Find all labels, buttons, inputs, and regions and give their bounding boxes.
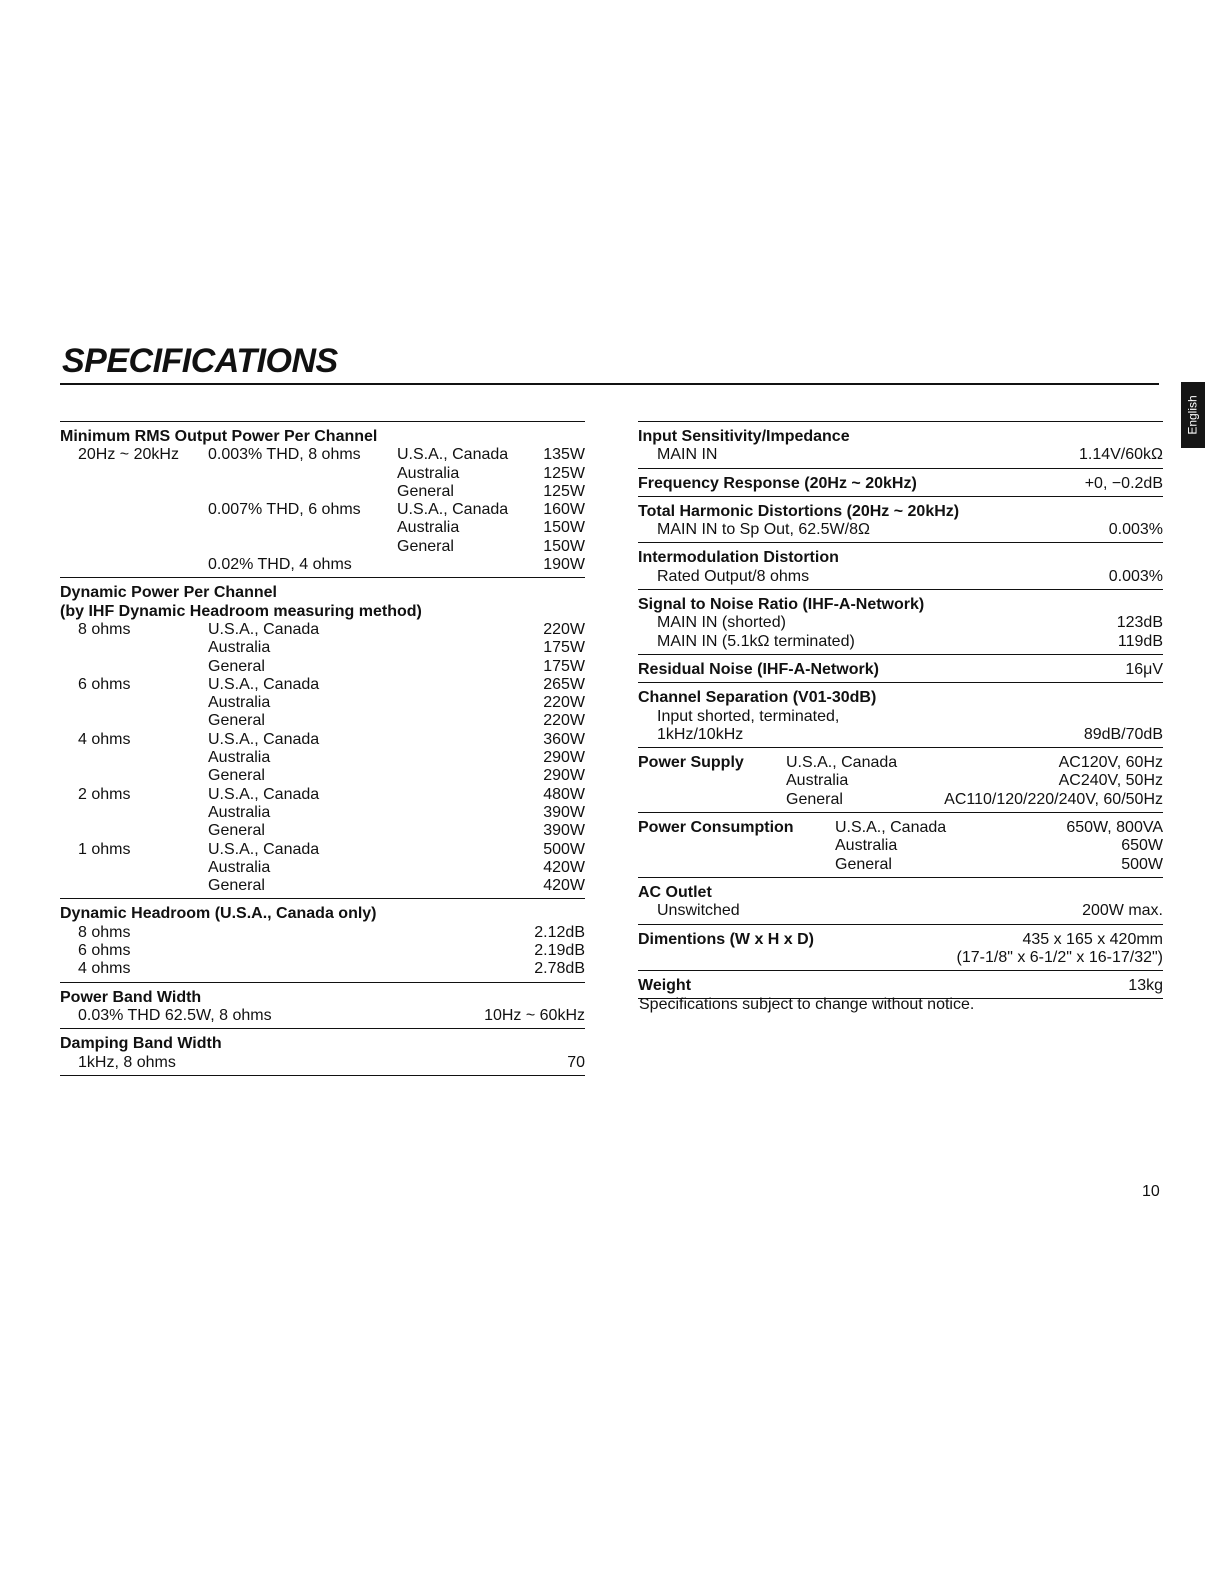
- language-tab: [1181, 382, 1205, 448]
- spec-value: 290W: [543, 767, 585, 785]
- spec-value: 390W: [543, 822, 585, 840]
- spec-value: 1.14V/60kΩ: [1078, 446, 1163, 464]
- spec-value: 220W: [543, 712, 585, 730]
- spec-value: 290W: [543, 749, 585, 767]
- spec-value: 135W: [543, 446, 585, 464]
- spec-value: (17-1/8" x 6-1/2" x 16-17/32"): [956, 948, 1163, 966]
- page-number: 10: [1142, 1183, 1160, 1200]
- spec-label: 1kHz, 8 ohms: [78, 1053, 176, 1071]
- spec-value: 480W: [543, 785, 585, 803]
- spec-value: 2.19dB: [534, 942, 585, 960]
- spec-value: AC240V, 50Hz: [1058, 772, 1163, 790]
- right-spec-column: [638, 421, 1163, 999]
- section-title: Power Supply: [638, 754, 744, 772]
- spec-value: 220W: [543, 620, 585, 638]
- spec-region: General: [208, 657, 265, 675]
- min-rms-section: [60, 421, 585, 577]
- spec-value: 175W: [543, 639, 585, 657]
- spec-region: Australia: [208, 639, 271, 657]
- spec-region: Australia: [397, 464, 460, 482]
- ac-outlet-section: [638, 877, 1163, 924]
- spec-value: 360W: [543, 730, 585, 748]
- spec-value: 2.78dB: [534, 960, 585, 978]
- spec-region: Australia: [397, 519, 460, 537]
- section-title: Dimentions (W x H x D): [638, 930, 815, 948]
- spec-value: 2.12dB: [534, 923, 585, 941]
- frequency-response-section: [638, 468, 1163, 496]
- spec-value: 190W: [543, 556, 585, 574]
- spec-load: 2 ohms: [78, 785, 131, 803]
- section-title: Input Sensitivity/Impedance: [638, 428, 850, 445]
- section-title: Channel Separation (V01-30dB): [638, 689, 877, 707]
- spec-region: U.S.A., Canada: [208, 620, 320, 638]
- spec-label: 1kHz/10kHz: [657, 725, 744, 743]
- power-consumption-section: [638, 812, 1163, 877]
- page-title: SPECIFICATIONS: [62, 342, 338, 380]
- dimensions-section: [638, 924, 1163, 971]
- spec-value: 150W: [543, 537, 585, 555]
- spec-label: MAIN IN (5.1kΩ terminated): [657, 632, 855, 650]
- spec-value: 390W: [543, 803, 585, 821]
- section-title: Residual Noise (IHF-A-Network): [638, 660, 879, 678]
- section-title: Dynamic Power Per Channel: [60, 584, 277, 602]
- spec-region: Australia: [786, 772, 849, 790]
- spec-value: 125W: [543, 482, 585, 500]
- spec-region: U.S.A., Canada: [397, 446, 509, 464]
- section-title: Signal to Noise Ratio (IHF-A-Network): [638, 596, 925, 614]
- section-title: Power Consumption: [638, 819, 794, 837]
- spec-region: U.S.A., Canada: [208, 785, 320, 803]
- spec-value: +0, −0.2dB: [1084, 474, 1163, 492]
- spec-label: MAIN IN to Sp Out, 62.5W/8Ω: [657, 521, 870, 539]
- spec-value: 119dB: [1117, 632, 1163, 650]
- spec-region: General: [397, 537, 454, 555]
- spec-value: 125W: [543, 464, 585, 482]
- spec-value: 500W: [1121, 855, 1163, 873]
- spec-value: 0.003%: [1108, 567, 1163, 585]
- section-title: Minimum RMS Output Power Per Channel: [60, 428, 378, 445]
- power-band-section: [60, 982, 585, 1029]
- spec-value: 420W: [543, 877, 585, 895]
- spec-value: AC120V, 60Hz: [1058, 754, 1163, 772]
- spec-region: General: [208, 767, 265, 785]
- thd-section: [638, 496, 1163, 543]
- spec-value: 10Hz ~ 60kHz: [484, 1006, 585, 1024]
- spec-region: General: [208, 877, 265, 895]
- spec-label: 0.007% THD, 6 ohms: [208, 501, 361, 519]
- spec-label: 0.02% THD, 4 ohms: [208, 556, 352, 574]
- spec-value: 123dB: [1116, 614, 1163, 632]
- spec-value: 420W: [543, 858, 585, 876]
- spec-value: 175W: [543, 657, 585, 675]
- spec-region: Australia: [835, 837, 898, 855]
- section-title: Frequency Response (20Hz ~ 20kHz): [638, 474, 917, 492]
- section-title: AC Outlet: [638, 883, 712, 901]
- dynamic-headroom-section: [60, 898, 585, 981]
- residual-noise-section: [638, 654, 1163, 682]
- section-title: Damping Band Width: [60, 1035, 222, 1053]
- spec-region: U.S.A., Canada: [208, 675, 320, 693]
- channel-separation-section: [638, 682, 1163, 747]
- spec-value: 0.003%: [1108, 521, 1163, 539]
- section-title: Weight: [638, 977, 692, 995]
- spec-region: General: [786, 790, 843, 808]
- section-title: Power Band Width: [60, 988, 202, 1006]
- spec-load: 4 ohms: [78, 960, 131, 978]
- spec-value: 150W: [543, 519, 585, 537]
- spec-region: Australia: [208, 858, 271, 876]
- spec-region: General: [835, 855, 892, 873]
- snr-section: [638, 589, 1163, 654]
- spec-region: Australia: [208, 803, 271, 821]
- input-sensitivity-section: [638, 421, 1163, 468]
- spec-value: 435 x 165 x 420mm: [1022, 930, 1163, 948]
- spec-value: 16μV: [1125, 660, 1163, 678]
- spec-label: 20Hz ~ 20kHz: [78, 446, 179, 464]
- left-spec-column: [60, 421, 585, 1076]
- spec-label: MAIN IN (shorted): [657, 614, 786, 632]
- change-notice: Specifications subject to change without notice.: [639, 996, 975, 1013]
- title-rule: [60, 383, 1159, 385]
- spec-region: Australia: [208, 749, 271, 767]
- spec-value: 500W: [543, 840, 585, 858]
- spec-label: Unswitched: [657, 902, 740, 920]
- spec-region: General: [397, 482, 454, 500]
- spec-value: 200W max.: [1082, 902, 1163, 920]
- spec-region: U.S.A., Canada: [208, 730, 320, 748]
- spec-label: 0.003% THD, 8 ohms: [208, 446, 361, 464]
- spec-region: U.S.A., Canada: [835, 819, 947, 837]
- spec-value: 160W: [543, 501, 585, 519]
- spec-value: 650W, 800VA: [1066, 819, 1163, 837]
- imd-section: [638, 542, 1163, 589]
- language-tab-label: English: [1186, 395, 1201, 435]
- spec-region: General: [208, 712, 265, 730]
- section-title: Dynamic Headroom (U.S.A., Canada only): [60, 905, 377, 923]
- section-title: Intermodulation Distortion: [638, 549, 839, 567]
- spec-load: 6 ohms: [78, 942, 131, 960]
- spec-label: MAIN IN: [657, 446, 718, 464]
- spec-load: 8 ohms: [78, 923, 131, 941]
- section-title: Total Harmonic Distortions (20Hz ~ 20kHz): [638, 502, 960, 520]
- dynamic-power-section: [60, 577, 585, 898]
- spec-label: 0.03% THD 62.5W, 8 ohms: [78, 1006, 272, 1024]
- spec-value: 265W: [543, 675, 585, 693]
- spec-region: U.S.A., Canada: [208, 840, 320, 858]
- power-supply-section: [638, 747, 1163, 812]
- spec-value: 650W: [1121, 837, 1163, 855]
- damping-section: [60, 1028, 585, 1076]
- spec-region: U.S.A., Canada: [397, 501, 509, 519]
- spec-value: AC110/120/220/240V, 60/50Hz: [944, 790, 1163, 808]
- spec-region: U.S.A., Canada: [786, 754, 898, 772]
- spec-region: Australia: [208, 694, 271, 712]
- spec-load: 4 ohms: [78, 730, 131, 748]
- spec-region: General: [208, 822, 265, 840]
- spec-load: 6 ohms: [78, 675, 131, 693]
- spec-value: 70: [567, 1053, 585, 1071]
- spec-value: 13kg: [1128, 977, 1163, 995]
- spec-value: 220W: [543, 694, 585, 712]
- spec-label: Input shorted, terminated,: [657, 707, 840, 725]
- spec-load: 1 ohms: [78, 840, 131, 858]
- spec-load: 8 ohms: [78, 620, 131, 638]
- spec-label: Rated Output/8 ohms: [657, 567, 810, 585]
- spec-value: 89dB/70dB: [1083, 725, 1163, 743]
- section-subtitle: (by IHF Dynamic Headroom measuring method): [60, 602, 422, 620]
